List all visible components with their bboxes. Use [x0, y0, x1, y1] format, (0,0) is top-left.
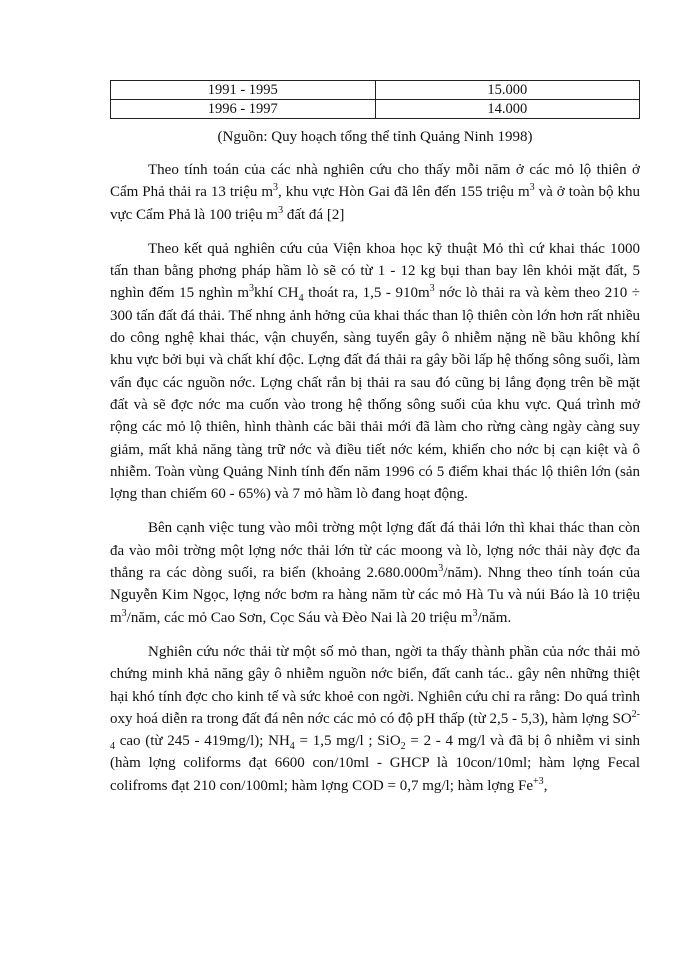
superscript: 2-	[631, 708, 640, 720]
text-run: ,	[543, 777, 548, 794]
text-run: Theo kết quả nghiên cứu của Viện khoa học kỹ thuật Mỏ thì cứ khai thác 1000 tấn than bằng phơng pháp hầm lò sẽ có từ 1 - 12 kg bụi than bay lên khỏi mặt đất, 5 nghìn đếm 15 nghìn m	[110, 240, 640, 302]
text-run: nớc lò thải ra và kèm theo 210 ÷ 300 tấn đất đá thải. Thế nhng ảnh hởng của khai thác than lộ thiên còn lớn hơn rất nhiều do công nghệ khai thác, vận chuyển, sàng tuyển gây ô nhiễm nặng nề bầu không khí khu vực bởi bụi và chất khí độc. Lợng đất đá thải ra gây bồi lấp hệ thống sông suối, làm vẩn đục các nguồn nớc. Lợng chất rắn bị thải ra sau đó cũng bị lắng đọng trên bề mặt đất và sẽ đợc nớc ma cuốn vào trong hệ thống sông suối của khu vực. Quá trình mở rộng các mỏ lộ thiên, hình thành các bãi thải mới đã làm cho rừng càng ngày càng suy giảm, mất khả năng tàng trữ nớc và điều tiết nớc kém, khiến cho nớc bị cạn kiệt và ô nhiễm. Toàn vùng Quảng Ninh tính đến năm 1996 có 5 điểm khai thác lộ thiên lớn (sản lợng than chiếm 60 - 65%) và 7 mỏ hầm lò đang hoạt động.	[110, 285, 640, 503]
paragraph-1	[110, 159, 640, 226]
text-run: cao (từ 245 - 419mg/l); NH	[115, 733, 290, 750]
table-source-caption: (Nguồn: Quy hoạch tổng thể tỉnh Quảng Ninh 1998)	[217, 129, 533, 145]
superscript: 3	[273, 182, 279, 194]
subscript: 4	[298, 293, 304, 305]
superscript: 3	[438, 563, 444, 575]
text-run: = 2 - 4 mg/l và đã bị ô nhiễm vi sinh (hàm lợng coliforms đạt 6600 con/10ml - GHCP là 10con/10ml; hàm lợng Fecal colifroms đạt 210 con/100ml; hàm lợng COD = 0,7 mg/l; hàm lợng Fe	[110, 733, 640, 794]
data-table	[110, 80, 640, 119]
document-page	[110, 80, 640, 797]
superscript: 3	[529, 182, 535, 194]
superscript: 3	[121, 607, 127, 619]
table-cell-value: 14.000	[375, 100, 640, 119]
table-cell-period: 1996 - 1997	[111, 100, 376, 119]
text-run: thoát ra, 1,5 - 910m	[303, 285, 430, 302]
table-row	[111, 100, 640, 119]
table-cell-value: 15.000	[375, 81, 640, 100]
text-run: và ở toàn bộ khu vực Cẩm Phả là 100 triệu m	[110, 184, 640, 223]
superscript: +3	[533, 775, 544, 787]
text-run: Theo tính toán của các nhà nghiên cứu cho thấy mỗi năm ở các mỏ lộ thiên ở Cẩm Phả thải ra 13 triệu m	[110, 162, 640, 201]
text-run: = 1,5 mg/l ; SiO	[294, 733, 401, 750]
text-run: khí CH	[254, 285, 299, 302]
text-run: /năm, các mỏ Cao Sơn, Cọc Sáu và Đèo Nai là 20 triệu m	[126, 609, 473, 626]
text-run: Nghiên cứu nớc thải từ một số mỏ than, ngời ta thấy thành phần của nớc thải mỏ chứng minh khả năng gây ô nhiễm nguồn nớc biển, đất canh tác.. gây nên những thiệt hại khó tính đợc cho kinh tế và sức khoẻ con ngời. Nghiên cứu chỉ ra rằng: Do quá trình oxy hoá diễn ra trong đất đá nên nớc các mỏ có độ pH thấp (từ 2,5 - 5,3), hàm lợng SO	[110, 643, 640, 727]
superscript: 3	[429, 283, 435, 295]
text-run: , khu vực Hòn Gai đã lên đến 155 triệu m	[278, 184, 530, 201]
superscript: 3	[472, 607, 478, 619]
paragraph-2	[110, 238, 640, 506]
table-row	[111, 81, 640, 100]
subscript: 4	[110, 741, 115, 753]
table-cell-period: 1991 - 1995	[111, 81, 376, 100]
subscript: 2	[400, 741, 406, 753]
text-run: /năm.	[477, 609, 512, 626]
superscript: 3	[249, 283, 255, 295]
text-run: /năm). Nhng theo tính toán của Nguyễn Kim Ngọc, lợng nớc bơm ra hàng năm từ các mỏ Hà Tu và núi Báo là 10 triệu m	[110, 565, 640, 626]
subscript: 4	[289, 741, 295, 753]
paragraph-4	[110, 641, 640, 797]
text-run: Bên cạnh việc tung vào môi trờng một lợng đất đá thải lớn thì khai thác than còn đa vào môi trờng một lợng nớc thải lớn từ các moong và lò, lợng nớc thải này đợc đa thẳng ra các dòng suối, ra biển (khoảng 2.680.000m	[110, 520, 640, 582]
paragraph-3	[110, 517, 640, 628]
superscript: 3	[278, 204, 284, 216]
text-run: đất đá [2]	[283, 206, 345, 223]
